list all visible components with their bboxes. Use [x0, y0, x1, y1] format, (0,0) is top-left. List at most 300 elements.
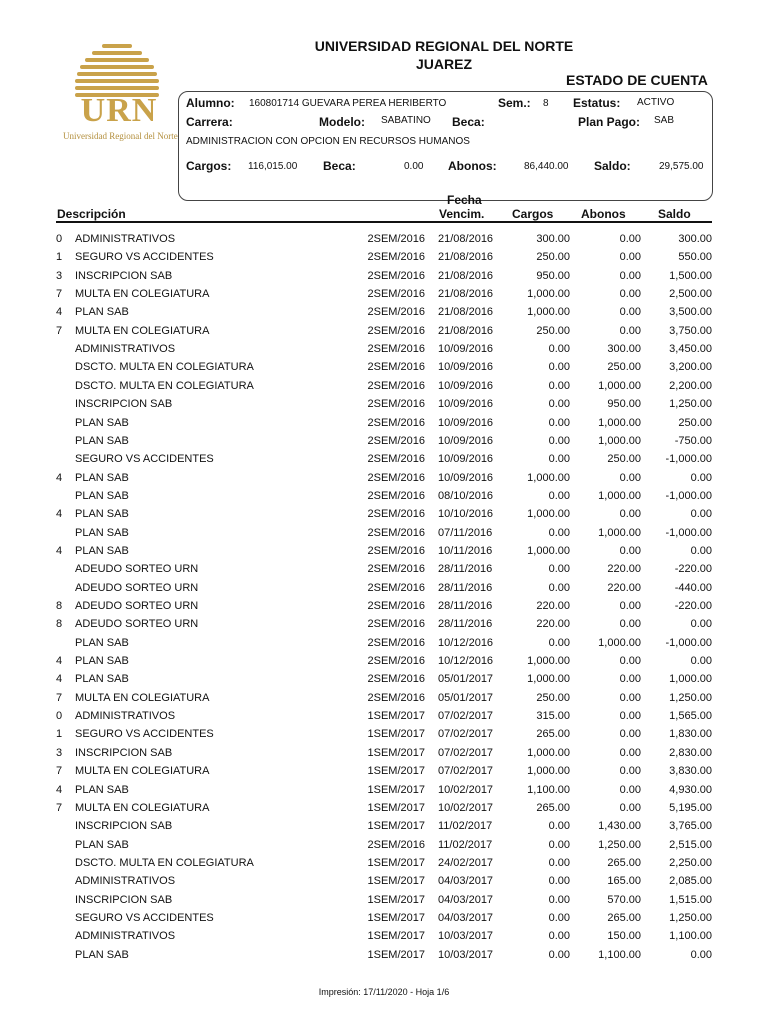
row-saldo: -440.00 [674, 581, 712, 594]
row-abonos: 300.00 [607, 343, 641, 356]
modelo-label: Modelo: [319, 115, 365, 129]
row-cargos: 265.00 [536, 728, 570, 741]
table-row [0, 839, 768, 857]
row-abonos: 0.00 [619, 655, 641, 668]
table-row [0, 545, 768, 563]
table-row [0, 673, 768, 691]
row-due-date: 05/01/2017 [438, 673, 494, 686]
row-cargos: 220.00 [536, 600, 570, 612]
row-cargos: 1,000.00 [527, 655, 570, 668]
row-abonos: 0.00 [619, 508, 641, 521]
row-code: 4 [56, 655, 63, 668]
row-saldo: -1,000.00 [665, 453, 712, 466]
row-abonos: 0.00 [619, 783, 641, 796]
row-abonos: 1,000.00 [598, 636, 641, 649]
table-row [0, 380, 768, 398]
row-description: ADMINISTRATIVOS [75, 875, 176, 888]
row-saldo: 2,515.00 [669, 838, 712, 851]
row-cargos: 1,000.00 [527, 288, 570, 301]
plan-pago-value: SAB [654, 115, 675, 126]
row-abonos: 0.00 [619, 269, 641, 282]
row-abonos: 950.00 [607, 398, 641, 411]
row-description: PLAN SAB [75, 544, 129, 557]
row-cargos: 0.00 [548, 343, 570, 356]
table-row [0, 508, 768, 526]
row-due-date: 28/11/2016 [438, 563, 493, 576]
table-row [0, 398, 768, 416]
carrera-label: Carrera: [186, 115, 233, 129]
row-period: 2SEM/2016 [367, 269, 425, 282]
row-saldo: 300.00 [678, 233, 712, 245]
row-due-date: 10/10/2016 [438, 508, 494, 521]
header-descripcion: Descripción [57, 207, 126, 221]
row-due-date: 10/12/2016 [438, 636, 494, 649]
row-description: ADMINISTRATIVOS [75, 343, 176, 356]
row-period: 2SEM/2016 [367, 471, 425, 484]
row-cargos: 0.00 [548, 911, 570, 924]
row-cargos: 1,000.00 [527, 544, 570, 557]
table-row [0, 325, 768, 343]
row-abonos: 1,000.00 [598, 416, 641, 429]
row-period: 2SEM/2016 [367, 508, 425, 521]
table-row [0, 343, 768, 361]
table-row [0, 949, 768, 967]
row-saldo: 2,250.00 [669, 856, 712, 869]
plan-pago-label: Plan Pago: [578, 115, 641, 129]
estatus-value: ACTIVO [637, 97, 675, 108]
row-cargos: 0.00 [548, 489, 570, 502]
saldo-label: Saldo: [594, 159, 631, 173]
row-abonos: 1,250.00 [598, 838, 641, 851]
row-due-date: 10/09/2016 [438, 434, 494, 447]
row-period: 2SEM/2016 [367, 343, 425, 356]
row-due-date: 11/02/2017 [438, 838, 493, 851]
row-saldo: 1,565.00 [669, 710, 712, 723]
row-cargos: 1,000.00 [527, 306, 570, 319]
table-row [0, 894, 768, 912]
row-saldo: 1,250.00 [669, 691, 712, 704]
row-period: 2SEM/2016 [367, 324, 425, 337]
row-period: 2SEM/2016 [367, 306, 425, 319]
row-saldo: 1,100.00 [669, 930, 712, 943]
row-abonos: 1,000.00 [598, 526, 641, 539]
table-row [0, 637, 768, 655]
table-row [0, 361, 768, 379]
beca-total: 0.00 [404, 161, 424, 172]
row-saldo: 1,250.00 [669, 911, 712, 924]
row-abonos: 165.00 [607, 875, 641, 888]
header-abonos: Abonos [581, 207, 626, 221]
abonos-label: Abonos: [448, 159, 497, 173]
row-period: 2SEM/2016 [367, 398, 425, 411]
row-due-date: 10/12/2016 [438, 655, 494, 668]
row-period: 1SEM/2017 [367, 728, 425, 741]
table-row [0, 765, 768, 783]
table-row [0, 600, 768, 618]
row-saldo: -1,000.00 [665, 526, 712, 539]
table-row [0, 857, 768, 875]
row-description: PLAN SAB [75, 948, 129, 961]
row-description: PLAN SAB [75, 526, 129, 539]
row-abonos: 0.00 [619, 251, 641, 264]
table-row [0, 582, 768, 600]
row-description: PLAN SAB [75, 508, 129, 521]
row-due-date: 07/02/2017 [438, 746, 494, 759]
row-period: 2SEM/2016 [367, 379, 425, 392]
row-period: 2SEM/2016 [367, 251, 425, 264]
row-saldo: 1,500.00 [669, 269, 712, 282]
row-code: 7 [56, 801, 63, 814]
row-description: DSCTO. MULTA EN COLEGIATURA [75, 379, 254, 392]
row-period: 1SEM/2017 [367, 746, 425, 759]
header-saldo: Saldo [658, 207, 691, 221]
row-due-date: 07/02/2017 [438, 710, 494, 723]
row-due-date: 07/11/2016 [438, 526, 493, 539]
row-description: MULTA EN COLEGIATURA [75, 765, 210, 778]
row-period: 1SEM/2017 [367, 930, 425, 943]
row-due-date: 24/02/2017 [438, 856, 494, 869]
row-saldo: 2,500.00 [669, 288, 712, 301]
table-row [0, 655, 768, 673]
row-period: 2SEM/2016 [367, 288, 425, 301]
row-cargos: 0.00 [548, 563, 570, 576]
row-due-date: 10/09/2016 [438, 398, 494, 411]
row-description: PLAN SAB [75, 434, 129, 447]
row-cargos: 0.00 [548, 379, 570, 392]
row-saldo: 0.00 [690, 508, 712, 521]
table-row [0, 453, 768, 471]
row-abonos: 1,000.00 [598, 489, 641, 502]
carrera-value: ADMINISTRACION CON OPCION EN RECURSOS HUMANOS [186, 136, 470, 147]
row-description: INSCRIPCION SAB [75, 893, 173, 906]
row-abonos: 150.00 [607, 930, 641, 943]
row-period: 2SEM/2016 [367, 655, 425, 668]
row-cargos: 1,100.00 [527, 783, 570, 796]
row-due-date: 04/03/2017 [438, 875, 494, 888]
table-row [0, 784, 768, 802]
row-description: PLAN SAB [75, 489, 129, 502]
row-abonos: 0.00 [619, 233, 641, 245]
row-due-date: 10/11/2016 [438, 544, 493, 557]
row-abonos: 1,000.00 [598, 434, 641, 447]
row-cargos: 1,000.00 [527, 673, 570, 686]
row-saldo: -220.00 [674, 600, 712, 612]
row-abonos: 0.00 [619, 765, 641, 778]
table-row [0, 875, 768, 893]
row-saldo: 250.00 [678, 416, 712, 429]
beca-total-label: Beca: [323, 159, 356, 173]
row-abonos: 265.00 [607, 911, 641, 924]
row-code: 1 [56, 728, 63, 741]
row-cargos: 265.00 [536, 801, 570, 814]
row-cargos: 0.00 [548, 893, 570, 906]
table-row [0, 930, 768, 948]
row-due-date: 10/03/2017 [438, 930, 494, 943]
alumno-value: 160801714 GUEVARA PEREA HERIBERTO [249, 98, 447, 109]
row-saldo: 0.00 [690, 948, 712, 961]
urn-logo [63, 44, 178, 144]
table-row [0, 233, 768, 251]
row-abonos: 0.00 [619, 618, 641, 631]
alumno-label: Alumno: [186, 96, 235, 110]
cargos-label: Cargos: [186, 159, 232, 173]
saldo-total: 29,575.00 [659, 161, 704, 172]
table-row [0, 692, 768, 710]
row-code: 4 [56, 673, 63, 686]
beca-label: Beca: [452, 115, 485, 129]
row-saldo: 4,930.00 [669, 783, 712, 796]
row-saldo: 1,515.00 [669, 893, 712, 906]
row-due-date: 10/09/2016 [438, 416, 494, 429]
row-cargos: 0.00 [548, 581, 570, 594]
row-description: ADMINISTRATIVOS [75, 233, 176, 245]
row-description: INSCRIPCION SAB [75, 820, 173, 833]
row-abonos: 0.00 [619, 471, 641, 484]
row-abonos: 0.00 [619, 710, 641, 723]
row-due-date: 07/02/2017 [438, 728, 494, 741]
print-footer: Impresión: 17/11/2020 - Hoja 1/6 [318, 987, 450, 997]
table-row [0, 728, 768, 746]
table-row [0, 435, 768, 453]
row-abonos: 1,000.00 [598, 379, 641, 392]
row-cargos: 0.00 [548, 875, 570, 888]
row-cargos: 0.00 [548, 453, 570, 466]
row-cargos: 0.00 [548, 838, 570, 851]
row-description: PLAN SAB [75, 471, 129, 484]
table-row [0, 912, 768, 930]
row-abonos: 265.00 [607, 856, 641, 869]
row-saldo: 2,830.00 [669, 746, 712, 759]
row-cargos: 1,000.00 [527, 746, 570, 759]
row-period: 1SEM/2017 [367, 783, 425, 796]
row-period: 1SEM/2017 [367, 820, 425, 833]
row-description: PLAN SAB [75, 636, 129, 649]
table-row [0, 563, 768, 581]
row-description: PLAN SAB [75, 655, 129, 668]
row-due-date: 07/02/2017 [438, 765, 494, 778]
row-saldo: 0.00 [690, 544, 712, 557]
row-abonos: 0.00 [619, 600, 641, 612]
row-saldo: 0.00 [690, 655, 712, 668]
row-cargos: 300.00 [536, 233, 570, 245]
row-cargos: 0.00 [548, 856, 570, 869]
row-cargos: 0.00 [548, 636, 570, 649]
sem-label: Sem.: [498, 96, 531, 110]
row-cargos: 250.00 [536, 251, 570, 264]
row-description: ADMINISTRATIVOS [75, 710, 176, 723]
abonos-total: 86,440.00 [524, 161, 569, 172]
row-period: 1SEM/2017 [367, 710, 425, 723]
row-description: PLAN SAB [75, 783, 129, 796]
row-due-date: 04/03/2017 [438, 911, 494, 924]
table-row [0, 490, 768, 508]
row-saldo: -750.00 [674, 434, 712, 447]
row-period: 1SEM/2017 [367, 911, 425, 924]
row-code: 4 [56, 544, 63, 557]
row-period: 2SEM/2016 [367, 434, 425, 447]
row-cargos: 0.00 [548, 930, 570, 943]
row-due-date: 10/03/2017 [438, 948, 494, 961]
table-row [0, 802, 768, 820]
row-due-date: 10/09/2016 [438, 343, 494, 356]
row-abonos: 0.00 [619, 801, 641, 814]
modelo-value: SABATINO [381, 115, 431, 126]
row-code: 7 [56, 288, 63, 301]
row-due-date: 21/08/2016 [438, 251, 494, 264]
row-abonos: 1,100.00 [598, 948, 641, 961]
row-due-date: 10/02/2017 [438, 801, 494, 814]
row-period: 2SEM/2016 [367, 526, 425, 539]
header-cargos: Cargos [512, 207, 554, 221]
row-description: ADMINISTRATIVOS [75, 930, 176, 943]
row-saldo: 2,085.00 [669, 875, 712, 888]
row-period: 2SEM/2016 [367, 600, 425, 612]
row-due-date: 10/09/2016 [438, 361, 494, 374]
header-fecha: Fecha [447, 193, 482, 207]
row-due-date: 21/08/2016 [438, 233, 494, 245]
sem-value: 8 [543, 98, 549, 109]
row-period: 2SEM/2016 [367, 691, 425, 704]
row-description: MULTA EN COLEGIATURA [75, 801, 210, 814]
row-period: 2SEM/2016 [367, 563, 425, 576]
row-period: 1SEM/2017 [367, 856, 425, 869]
row-abonos: 1,430.00 [598, 820, 641, 833]
row-saldo: 3,830.00 [669, 765, 712, 778]
document-title: ESTADO DE CUENTA [566, 72, 708, 88]
row-code: 3 [56, 746, 63, 759]
row-description: SEGURO VS ACCIDENTES [75, 453, 214, 466]
row-due-date: 28/11/2016 [438, 581, 493, 594]
row-description: INSCRIPCION SAB [75, 269, 173, 282]
row-saldo: 0.00 [690, 471, 712, 484]
row-period: 2SEM/2016 [367, 416, 425, 429]
estatus-label: Estatus: [573, 96, 621, 110]
row-period: 2SEM/2016 [367, 489, 425, 502]
row-abonos: 250.00 [607, 453, 641, 466]
row-period: 2SEM/2016 [367, 453, 425, 466]
table-row [0, 527, 768, 545]
row-description: ADEUDO SORTEO URN [75, 563, 199, 576]
row-code: 0 [56, 233, 63, 245]
row-due-date: 10/09/2016 [438, 453, 494, 466]
table-row [0, 820, 768, 838]
row-due-date: 11/02/2017 [438, 820, 493, 833]
row-cargos: 0.00 [548, 361, 570, 374]
row-code: 8 [56, 600, 63, 612]
table-row [0, 270, 768, 288]
row-due-date: 21/08/2016 [438, 269, 494, 282]
row-period: 2SEM/2016 [367, 581, 425, 594]
row-cargos: 0.00 [548, 434, 570, 447]
header-divider [56, 221, 712, 223]
row-code: 3 [56, 269, 63, 282]
row-description: INSCRIPCION SAB [75, 398, 173, 411]
row-period: 2SEM/2016 [367, 838, 425, 851]
row-description: MULTA EN COLEGIATURA [75, 288, 210, 301]
row-saldo: -1,000.00 [665, 636, 712, 649]
row-description: ADEUDO SORTEO URN [75, 600, 199, 612]
row-saldo: 550.00 [678, 251, 712, 264]
row-cargos: 250.00 [536, 691, 570, 704]
row-cargos: 1,000.00 [527, 508, 570, 521]
header-vencim: Vencim. [439, 207, 485, 221]
table-row [0, 618, 768, 636]
row-period: 1SEM/2017 [367, 893, 425, 906]
row-due-date: 21/08/2016 [438, 288, 494, 301]
row-cargos: 315.00 [536, 710, 570, 723]
row-cargos: 1,000.00 [527, 765, 570, 778]
row-code: 0 [56, 710, 63, 723]
row-code: 7 [56, 765, 63, 778]
row-due-date: 28/11/2016 [438, 600, 493, 612]
row-period: 2SEM/2016 [367, 673, 425, 686]
row-code: 7 [56, 691, 63, 704]
row-saldo: 3,765.00 [669, 820, 712, 833]
row-cargos: 250.00 [536, 324, 570, 337]
logo-name: Universidad Regional del Norte [63, 131, 178, 141]
row-cargos: 0.00 [548, 416, 570, 429]
cargos-total: 116,015.00 [248, 161, 298, 172]
row-due-date: 28/11/2016 [438, 618, 493, 631]
row-description: SEGURO VS ACCIDENTES [75, 728, 214, 741]
row-cargos: 0.00 [548, 526, 570, 539]
row-saldo: 5,195.00 [669, 801, 712, 814]
table-row [0, 288, 768, 306]
logo-acronym: URN [80, 92, 158, 129]
row-abonos: 0.00 [619, 746, 641, 759]
row-abonos: 0.00 [619, 728, 641, 741]
row-due-date: 21/08/2016 [438, 306, 494, 319]
row-saldo: 1,830.00 [669, 728, 712, 741]
row-cargos: 0.00 [548, 820, 570, 833]
row-due-date: 10/02/2017 [438, 783, 494, 796]
row-due-date: 21/08/2016 [438, 324, 494, 337]
row-period: 2SEM/2016 [367, 544, 425, 557]
row-due-date: 10/09/2016 [438, 379, 494, 392]
row-description: PLAN SAB [75, 838, 129, 851]
row-cargos: 0.00 [548, 398, 570, 411]
row-description: INSCRIPCION SAB [75, 746, 173, 759]
row-description: DSCTO. MULTA EN COLEGIATURA [75, 361, 254, 374]
row-description: MULTA EN COLEGIATURA [75, 691, 210, 704]
table-row [0, 747, 768, 765]
sun-rays-icon [75, 44, 159, 96]
university-title: UNIVERSIDAD REGIONAL DEL NORTE [314, 38, 574, 54]
row-period: 1SEM/2017 [367, 948, 425, 961]
row-period: 1SEM/2017 [367, 765, 425, 778]
row-saldo: 0.00 [690, 618, 712, 631]
row-period: 2SEM/2016 [367, 636, 425, 649]
row-abonos: 250.00 [607, 361, 641, 374]
row-period: 1SEM/2017 [367, 875, 425, 888]
row-description: DSCTO. MULTA EN COLEGIATURA [75, 856, 254, 869]
row-due-date: 04/03/2017 [438, 893, 494, 906]
row-cargos: 950.00 [536, 269, 570, 282]
table-row [0, 472, 768, 490]
row-abonos: 0.00 [619, 673, 641, 686]
row-due-date: 05/01/2017 [438, 691, 494, 704]
row-description: ADEUDO SORTEO URN [75, 618, 199, 631]
row-period: 2SEM/2016 [367, 618, 425, 631]
row-saldo: 2,200.00 [669, 379, 712, 392]
row-description: PLAN SAB [75, 673, 129, 686]
row-period: 2SEM/2016 [367, 361, 425, 374]
table-row [0, 251, 768, 269]
row-description: PLAN SAB [75, 416, 129, 429]
row-abonos: 0.00 [619, 691, 641, 704]
row-cargos: 1,000.00 [527, 471, 570, 484]
row-due-date: 08/10/2016 [438, 489, 494, 502]
